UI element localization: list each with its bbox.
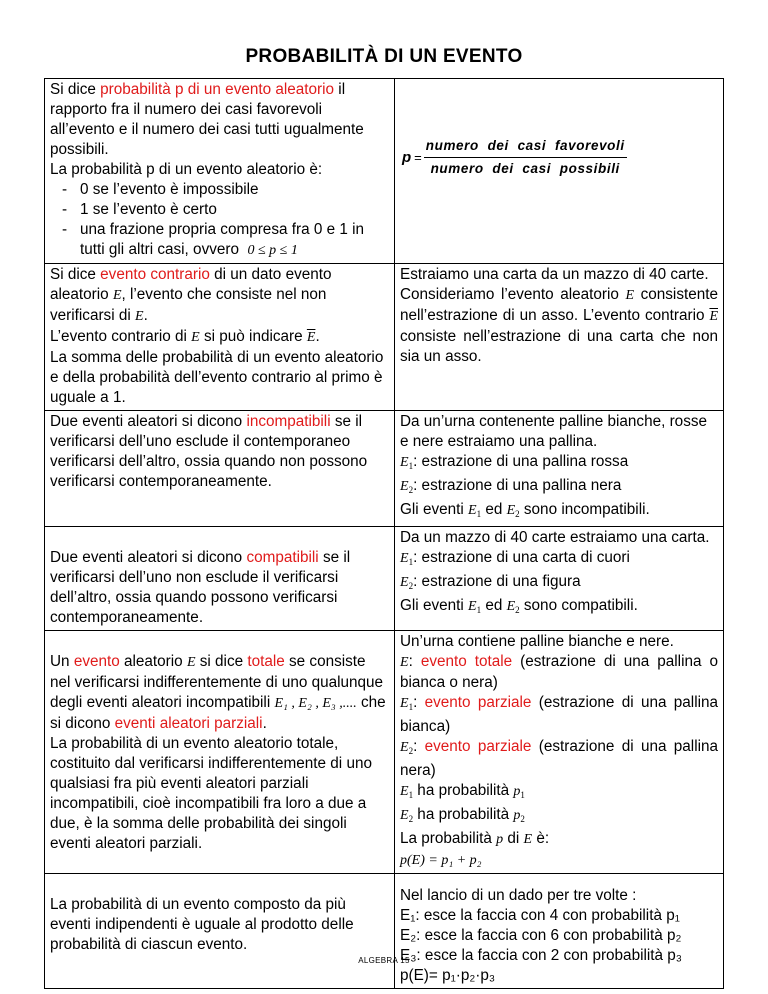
text: : (413, 694, 425, 711)
text: se il verificarsi dell’uno esclude il contemporaneo verificarsi dell’altro, ossia quando non possono verificarsi contemporaneamente. (50, 413, 368, 490)
text: Un (50, 653, 74, 670)
page-footer: ALGEBRA 15 (358, 956, 410, 965)
text: ha probabilità (413, 806, 514, 823)
example-cell (395, 631, 724, 874)
text: consistente nell’estrazione di un asso. L’evento contrario (400, 286, 718, 324)
probability-line (400, 805, 525, 829)
highlight-term: incompatibili (246, 413, 331, 430)
event-line: E₁: esce la faccia con 4 con probabilità p₁ (400, 907, 680, 924)
text: . (143, 307, 148, 324)
text: : estrazione di una carta di cuori (413, 549, 630, 566)
text: ha probabilità (413, 782, 514, 799)
text: di (503, 830, 524, 847)
symbol: $E_2$ (506, 599, 520, 615)
definition-cell (45, 79, 395, 264)
highlight-term: evento (73, 653, 120, 670)
definition-cell (45, 874, 395, 989)
fraction (424, 136, 627, 179)
highlight-term: probabilità p di un evento aleatorio (100, 81, 335, 98)
text: che si dicono (50, 694, 386, 732)
symbol: $p_1$ (513, 784, 525, 800)
highlight-term: eventi aleatori parziali (114, 715, 263, 732)
event-line: E₂: esce la faccia con 6 con probabilità p₂ (400, 927, 682, 944)
symbol-complement: $\overline{E}$ (306, 330, 316, 345)
text: è: (532, 830, 550, 847)
text: Un’urna contiene palline bianche e nere. (400, 633, 674, 650)
probability-table (44, 78, 724, 989)
highlight-term: evento parziale (424, 738, 532, 755)
list-item: - 0 se l’evento è impossibile (50, 180, 389, 200)
text: Gli eventi (400, 501, 469, 518)
text: L’evento contrario di (50, 328, 192, 345)
example-cell (395, 874, 724, 989)
text: Gli eventi (400, 597, 469, 614)
table-row (45, 527, 724, 631)
text: (estrazione di una pallina nera) (400, 738, 719, 779)
symbol: $E_1$ (400, 696, 414, 712)
text: La somma delle probabilità di un evento aleatorio e della probabilità dell’evento contrario al primo è uguale a 1. (50, 349, 384, 406)
definition-cell (45, 631, 395, 874)
fraction-numerator: numero dei casi favorevoli (424, 136, 627, 158)
list-item (50, 220, 389, 261)
text: Consideriamo l’evento aleatorio (400, 286, 626, 303)
symbol: E (523, 832, 533, 847)
symbol: $E_2$ (400, 740, 414, 756)
text: se il verificarsi dell’uno non esclude il verificarsi dell’altro, ossia quando possono verificarsi contemporaneamente. (50, 549, 351, 626)
event-sequence: E₁ , E₂ , E₃ ,.... (274, 696, 357, 711)
text: sono incompatibili. (519, 501, 650, 518)
product-formula: p(E)= p₁·p₂·p₃ (400, 967, 496, 984)
symbol: $E_1$ (400, 784, 414, 800)
symbol: E (191, 330, 200, 345)
text: La probabilità (400, 830, 497, 847)
page-title: PROBABILITÀ DI UN EVENTO (245, 46, 523, 67)
symbol: $p_2$ (513, 808, 525, 824)
probability-cases-list (50, 180, 389, 261)
table-row (45, 79, 724, 264)
text: La probabilità di un evento composto da più eventi indipendenti è uguale al prodotto delle probabilità di ciascun evento. (50, 896, 354, 953)
text: . (262, 715, 267, 732)
highlight-term: totale (247, 653, 285, 670)
formula-var: p (402, 148, 412, 166)
definition-cell (45, 527, 395, 631)
text: , l’evento che consiste nel non verificarsi di (50, 286, 327, 324)
symbol: E (625, 288, 635, 303)
text: : (413, 738, 425, 755)
highlight-term: evento parziale (424, 694, 532, 711)
text: si dice (195, 653, 248, 670)
highlight-term: evento contrario (100, 266, 210, 283)
probability-line (400, 829, 549, 850)
definition-cell (45, 411, 395, 527)
formula-cell (395, 79, 724, 264)
text: La probabilità di un evento aleatorio totale, costituito dal verificarsi indifferentemente di uno qualsiasi fra più eventi aleatori parziali incompatibili, cioè incompatibili fra loro a due a due, è la somma delle probabilità dei singoli eventi aleatori parziali. (50, 735, 372, 852)
text: La probabilità p di un evento aleatorio è: (50, 161, 323, 178)
text: : estrazione di una figura (413, 573, 581, 590)
symbol: E (186, 655, 196, 670)
symbol: E (112, 288, 122, 303)
symbol: $E_1$ (468, 503, 482, 519)
probability-formula (400, 80, 718, 179)
definition-cell (45, 264, 395, 411)
text: (estrazione di una pallina bianca) (400, 694, 719, 735)
text: sono compatibili. (519, 597, 638, 614)
text: : estrazione di una pallina nera (413, 477, 622, 494)
symbol: $E_2$ (506, 503, 520, 519)
probability-line (400, 781, 525, 805)
text: ed (481, 597, 507, 614)
sum-formula: p(E) = p₁ + p₂ (400, 853, 482, 868)
list-item: - 1 se l’evento è certo (50, 200, 389, 220)
text: Due eventi aleatori si dicono (50, 413, 247, 430)
example-cell (395, 264, 724, 411)
range-formula: 0 ≤ p ≤ 1 (247, 243, 298, 258)
text: Si dice (50, 266, 101, 283)
text: ed (481, 501, 507, 518)
text: Da un’urna contenente palline bianche, rosse e nere estraiamo una pallina. (400, 413, 707, 450)
text: Estraiamo una carta da un mazzo di 40 carte. (400, 266, 709, 283)
text: (estrazione di una pallina o bianca o nera) (400, 653, 718, 691)
text: Si dice (50, 81, 101, 98)
text: consiste nell’estrazione di una carta che non sia un asso. (400, 328, 718, 365)
example-cell (395, 411, 724, 527)
fraction-denominator: numero dei casi possibili (430, 161, 620, 176)
text: di un dato evento aleatorio (50, 266, 332, 303)
text: Nel lancio di un dado per tre volte : (400, 887, 637, 904)
table-row (45, 874, 724, 989)
symbol-complement: $\overline{E}$ (709, 309, 718, 324)
text: : (408, 653, 421, 670)
formula-equals: = (414, 149, 422, 165)
symbol: $E_2$ (400, 575, 414, 591)
text: se consiste nel verificarsi indifferentemente di uno qualunque degli eventi aleatori incompatibili (50, 653, 384, 711)
symbol: p (496, 832, 504, 847)
text: : estrazione di una pallina rossa (413, 453, 629, 470)
symbol: $E_2$ (400, 479, 414, 495)
text: Da un mazzo di 40 carte estraiamo una carta. (400, 529, 710, 546)
highlight-term: compatibili (246, 549, 319, 566)
text: il rapporto fra il numero dei casi favorevoli all’evento e il numero dei casi tutti ugualmente possibili. (50, 81, 364, 158)
table-row (45, 264, 724, 411)
text: . (315, 328, 320, 345)
text: aleatorio (119, 653, 187, 670)
text: Due eventi aleatori si dicono (50, 549, 247, 566)
highlight-term: evento totale (420, 653, 513, 670)
table-row (45, 631, 724, 874)
symbol: E (400, 655, 409, 670)
symbol: $E_2$ (400, 808, 414, 824)
text: si può indicare (199, 328, 307, 345)
symbol: $E_1$ (400, 455, 414, 471)
example-cell (395, 527, 724, 631)
symbol: $E_1$ (400, 551, 414, 567)
symbol: $E_1$ (468, 599, 482, 615)
symbol: E (135, 309, 144, 324)
event-line: E₃: esce la faccia con 2 con probabilità p₃ (400, 947, 683, 964)
table-row (45, 411, 724, 527)
text: una frazione propria compresa fra 0 e 1 in tutti gli altri casi, ovvero (80, 221, 365, 258)
